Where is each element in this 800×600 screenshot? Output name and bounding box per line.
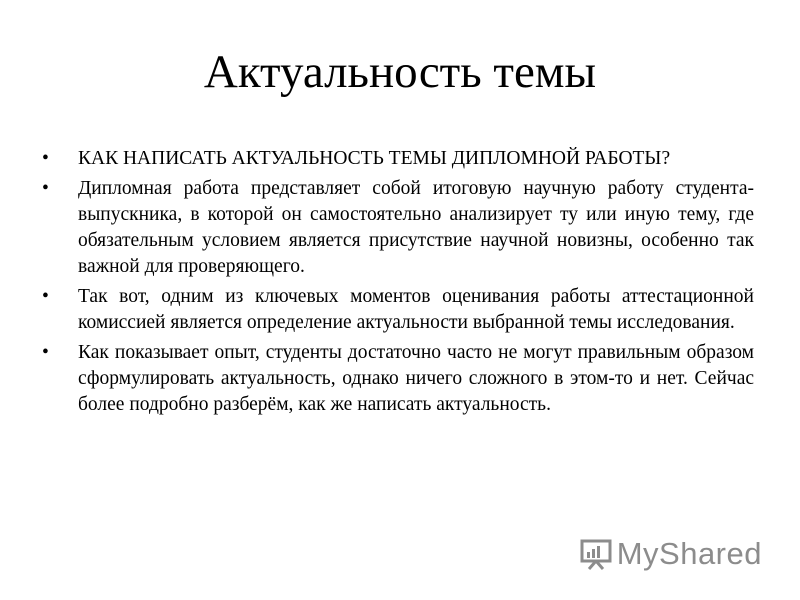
myshared-logo[interactable] [579, 536, 762, 572]
bullet-item [42, 284, 754, 336]
bullet-text: КАК НАПИСАТЬ АКТУАЛЬНОСТЬ ТЕМЫ ДИПЛОМНОЙ РАБОТЫ? [78, 148, 671, 169]
bullet-text: Дипломная работа представляет собой итоговую научную работу студента-выпускника, в которой он самостоятельно анализирует ту или иную тему, где обязательным условием является присутствие научной новизны, особенно так важной для проверяющего. [78, 178, 754, 277]
bullet-text: Так вот, одним из ключевых моментов оценивания работы аттестационной комиссией является определение актуальности выбранной темы исследования. [78, 286, 754, 333]
bullet-icon: • [42, 342, 49, 363]
bullet-item [42, 146, 754, 172]
bullet-text: Как показывает опыт, студенты достаточно часто не могут правильным образом сформулировать актуальность, однако ничего сложного в этом-то и нет. Сейчас более подробно разберём, как же написать актуальность. [78, 342, 754, 415]
bullet-item [42, 176, 754, 280]
bullet-icon: • [42, 286, 49, 307]
bullet-icon: • [42, 148, 49, 169]
presentation-board-icon [579, 537, 613, 571]
slide-title: Актуальность темы [203, 46, 597, 98]
bullet-icon: • [42, 178, 49, 199]
bullet-item [42, 340, 754, 418]
bullet-list [42, 146, 754, 422]
logo-text: MyShared [616, 536, 762, 571]
